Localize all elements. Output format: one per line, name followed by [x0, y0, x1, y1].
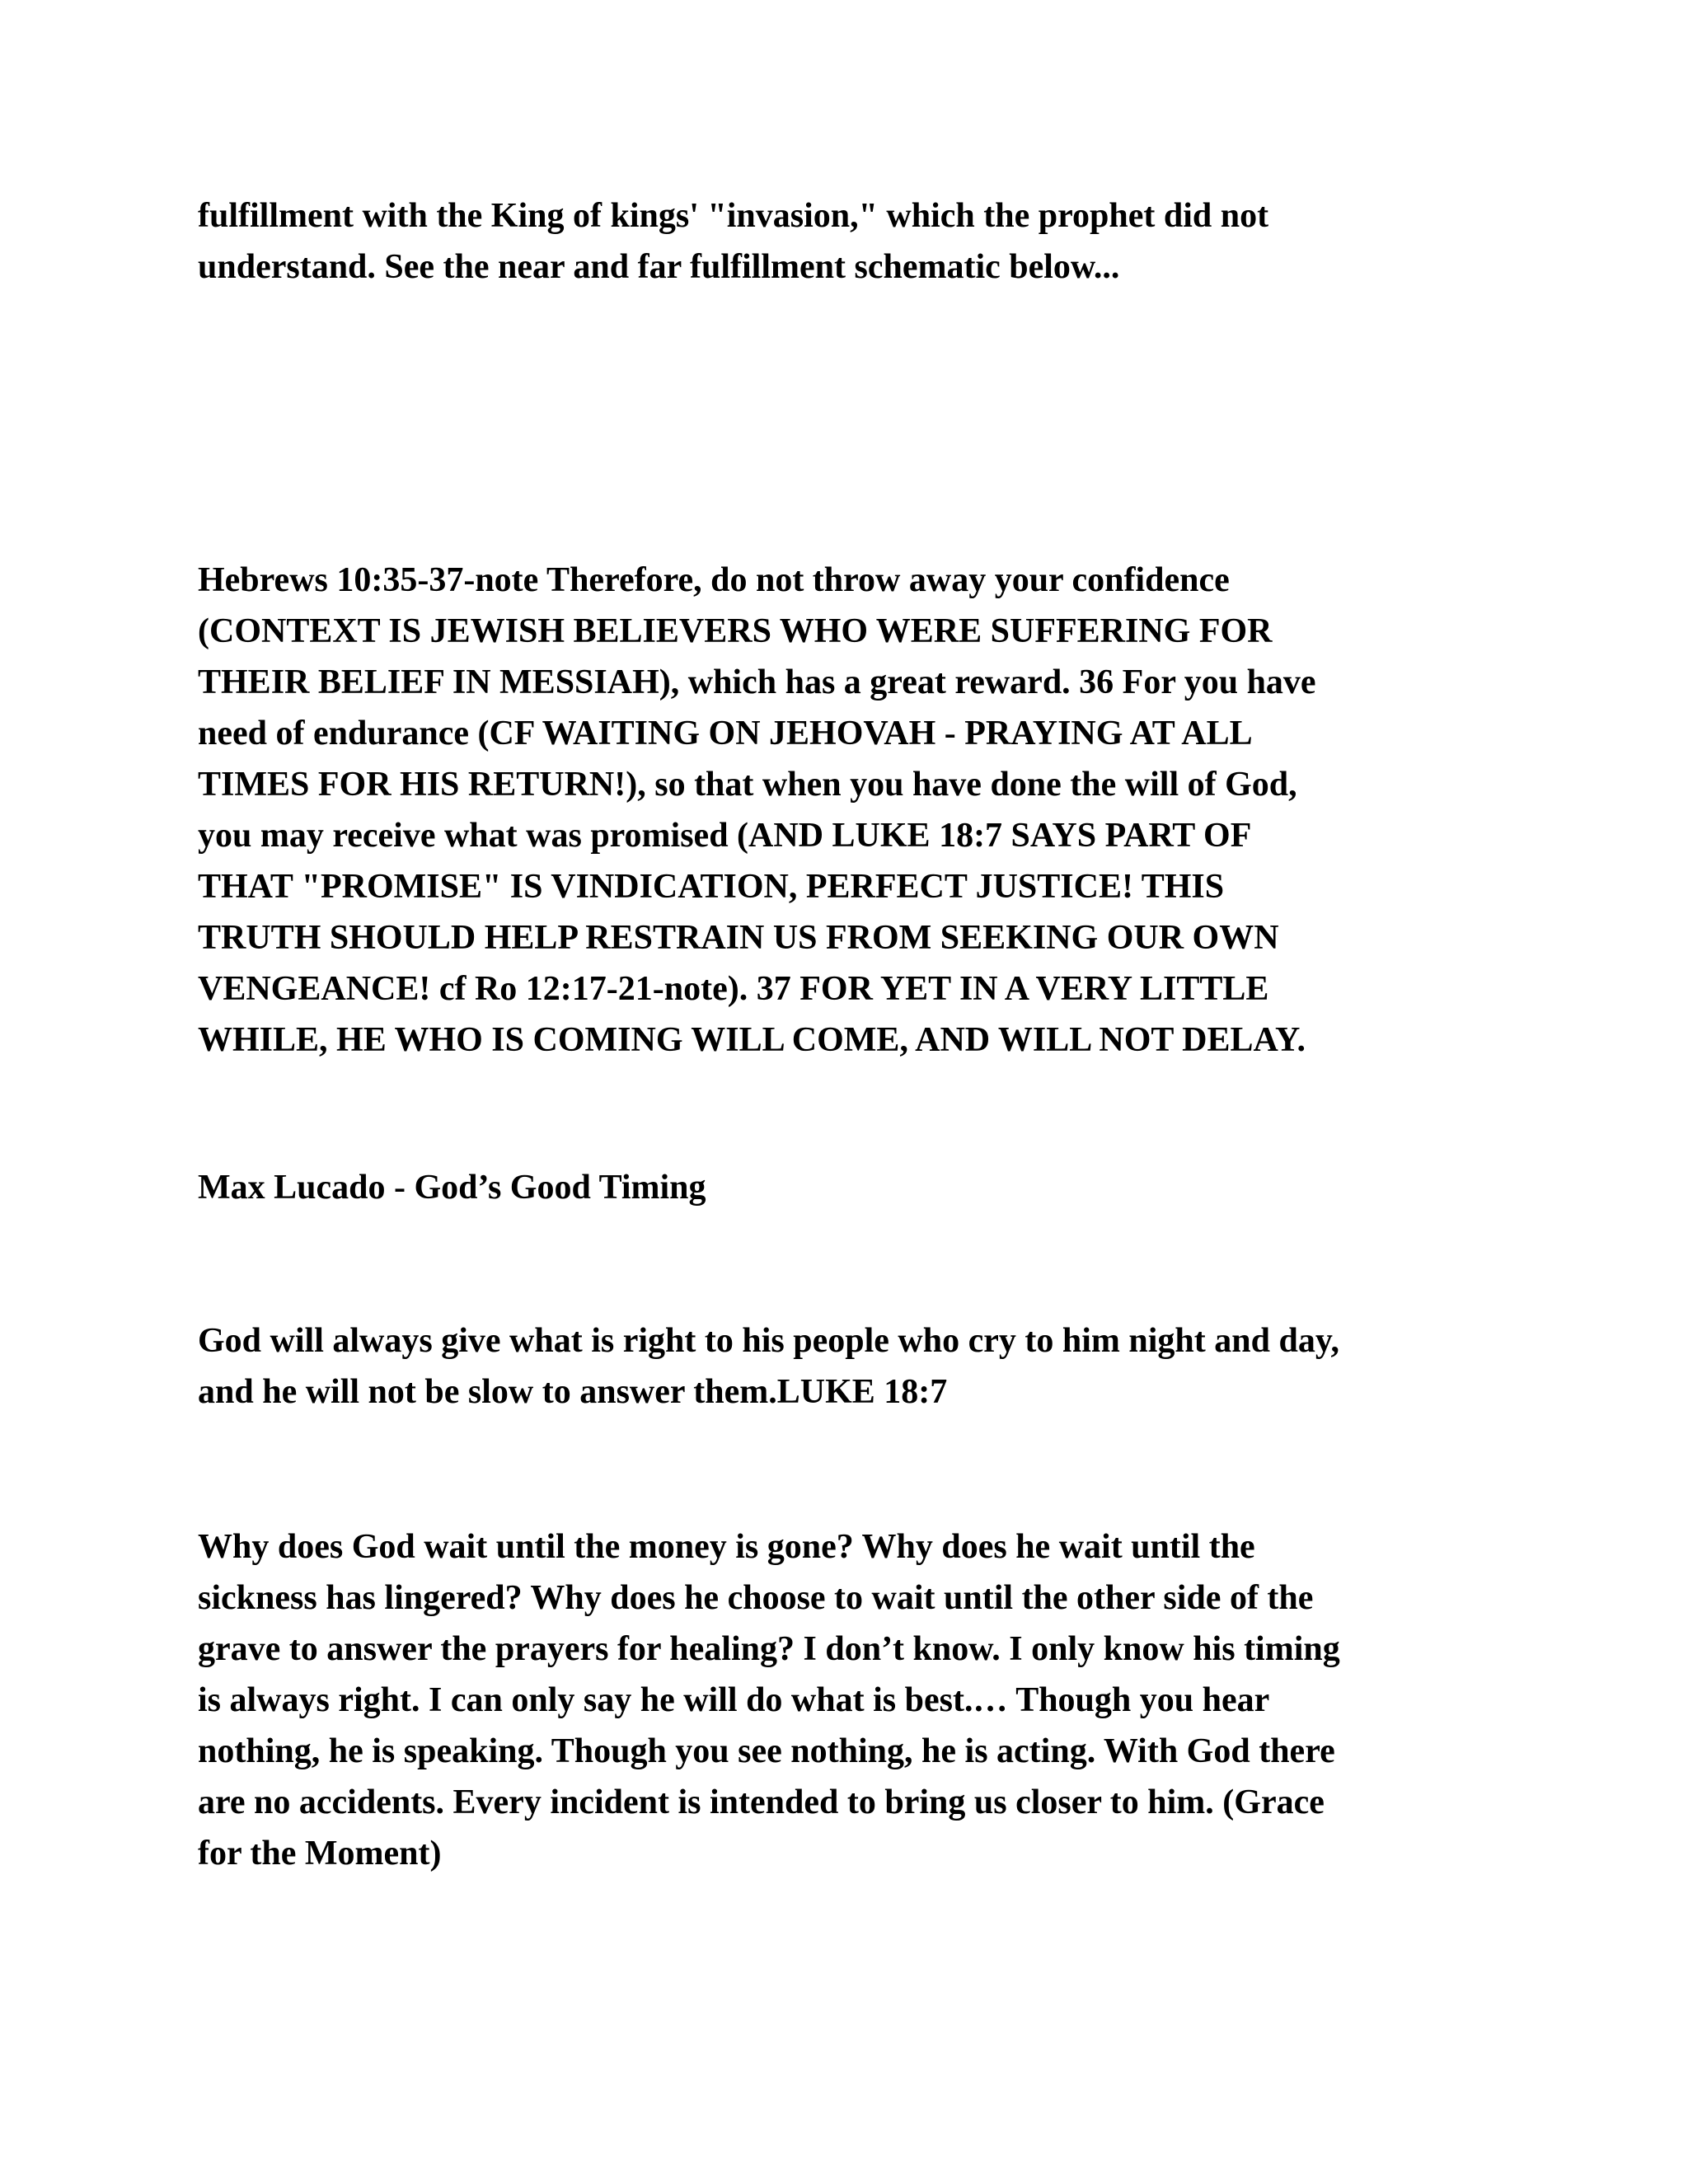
paragraph-fulfillment: fulfillment with the King of kings' "invasion," which the prophet did not understand. See the near and far fulfillment schematic below... — [198, 197, 1269, 286]
paragraph-devotional-body: Why does God wait until the money is gone? Why does he wait until the sickness has lingered? Why does he choose to wait until the other side of the grave to answer the prayers for healing? I don’t know. I only know his timing is always right. I can only say he will do what is best.… Though you hear nothing, he is speaking. Though you see nothing, he is acting. With God there are no accidents. Every incident is intended to bring us closer to him. (Grace for the Moment) — [198, 1528, 1340, 1872]
devotional-heading: Max Lucado - God’s Good Timing — [198, 1169, 706, 1207]
paragraph-luke-verse: God will always give what is right to his people who cry to him night and day, and he will not be slow to answer them.LUKE 18:7 — [198, 1322, 1339, 1411]
paragraph-hebrews-quote: Hebrews 10:35-37-note Therefore, do not throw away your confidence (CONTEXT IS JEWISH BELIEVERS WHO WERE SUFFERING FOR THEIR BELIEF IN MESSIAH), which has a great reward. 36 For you have need of endurance (CF WAITING ON JEHOVAH - PRAYING AT ALL TIMES FOR HIS RETURN!), so that when you have done the will of God, you may receive what was promised (AND LUKE 18:7 SAYS PART OF THAT "PROMISE" IS VINDICATION, PERFECT JUSTICE! THIS TRUTH SHOULD HELP RESTRAIN US FROM SEEKING OUR OWN VENGEANCE! cf Ro 12:17-21-note). 37 FOR YET IN A VERY LITTLE WHILE, HE WHO IS COMING WILL COME, AND WILL NOT DELAY. — [198, 561, 1316, 1059]
